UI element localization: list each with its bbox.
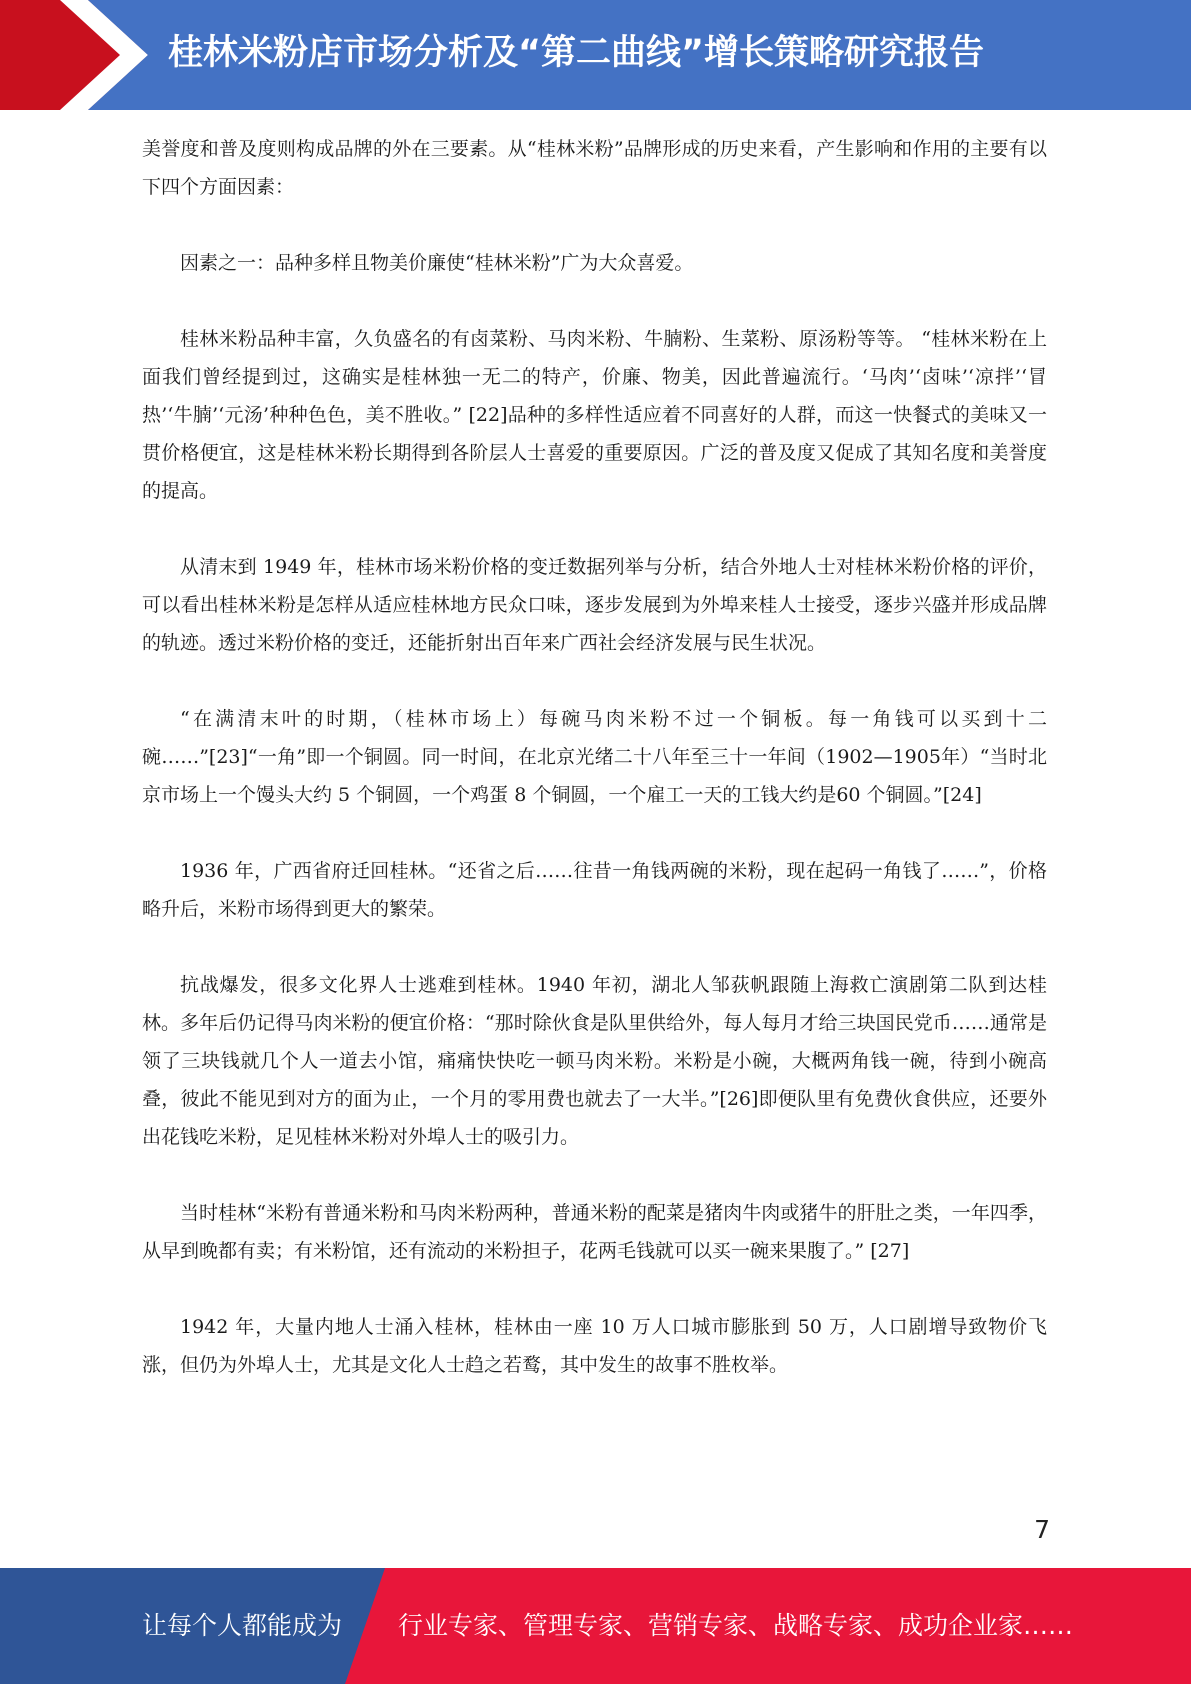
paragraph: 1936 年，广西省府迁回桂林。“还省之后……往昔一角钱两碗的米粉，现在起码一角钱了……”，价格略升后，米粉市场得到更大的繁荣。 <box>142 860 1047 920</box>
paragraph: 桂林米粉品种丰富，久负盛名的有卤菜粉、马肉米粉、牛腩粉、生菜粉、原汤粉等等。 “桂林米粉在上面我们曾经提到过，这确实是桂林独一无二的特产，价廉、物美，因此普遍流行。‘马肉’‘卤味’‘凉拌’‘冒热’‘牛腩’‘元汤’种种色色，美不胜收。” [22]品种的多样性适应着不同喜好的人群，而这一快餐式的美味又一贯价格便宜，这是桂林米粉长期得到各阶层人士喜爱的重要原因。广泛的普及度又促成了其知名度和美誉度的提高。 <box>142 328 1047 502</box>
page-header <box>0 0 1191 110</box>
header-arrow-icon <box>0 0 150 110</box>
report-title: 桂林米粉店市场分析及“第二曲线”增长策略研究报告 <box>168 33 985 73</box>
footer-slogan-right: 行业专家、管理专家、营销专家、战略专家、成功企业家…… <box>398 1611 1074 1640</box>
document-body <box>142 130 1047 1384</box>
paragraph: 因素之一：品种多样且物美价廉使“桂林米粉”广为大众喜爱。 <box>180 252 694 274</box>
paragraph: 当时桂林“米粉有普通米粉和马肉米粉两种，普通米粉的配菜是猪肉牛肉或猪牛的肝肚之类，一年四季，从早到晚都有卖；有米粉馆，还有流动的米粉担子，花两毛钱就可以买一碗来果腹了。” [27] <box>142 1202 1047 1262</box>
paragraph: 抗战爆发，很多文化界人士逃难到桂林。1940 年初，湖北人邹荻帆跟随上海救亡演剧第二队到达桂林。多年后仍记得马肉米粉的便宜价格：“那时除伙食是队里供给外，每人每月才给三块国民党币……通常是领了三块钱就几个人一道去小馆，痛痛快快吃一顿马肉米粉。米粉是小碗，大概两角钱一碗，待到小碗高叠，彼此不能见到对方的面为止，一个月的零用费也就去了一大半。”[26]即便队里有免费伙食供应，还要外出花钱吃米粉，足见桂林米粉对外埠人士的吸引力。 <box>142 974 1047 1148</box>
paragraph: 美誉度和普及度则构成品牌的外在三要素。从“桂林米粉”品牌形成的历史来看，产生影响和作用的主要有以下四个方面因素： <box>142 138 1047 198</box>
paragraph: “在满清末叶的时期，（桂林市场上）每碗马肉米粉不过一个铜板。每一角钱可以买到十二碗……”[23]“一角”即一个铜圆。同一时间，在北京光绪二十八年至三十一年间（1902—1905年）“当时北京市场上一个馒头大约 5 个铜圆，一个鸡蛋 8 个铜圆，一个雇工一天的工钱大约是60 个铜圆。”[24] <box>142 708 1047 806</box>
footer-slogan-left: 让每个人都能成为 <box>142 1611 343 1640</box>
page-number: 7 <box>1034 1515 1050 1544</box>
paragraph: 从清末到 1949 年，桂林市场米粉价格的变迁数据列举与分析，结合外地人士对桂林米粉价格的评价，可以看出桂林米粉是怎样从适应桂林地方民众口味，逐步发展到为外埠来桂人士接受，逐步兴盛并形成品牌的轨迹。透过米粉价格的变迁，还能折射出百年来广西社会经济发展与民生状况。 <box>142 556 1047 654</box>
page-footer <box>0 1568 1191 1684</box>
paragraph: 1942 年，大量内地人士涌入桂林，桂林由一座 10 万人口城市膨胀到 50 万，人口剧增导致物价飞涨，但仍为外埠人士，尤其是文化人士趋之若鹜，其中发生的故事不胜枚举。 <box>142 1316 1047 1376</box>
